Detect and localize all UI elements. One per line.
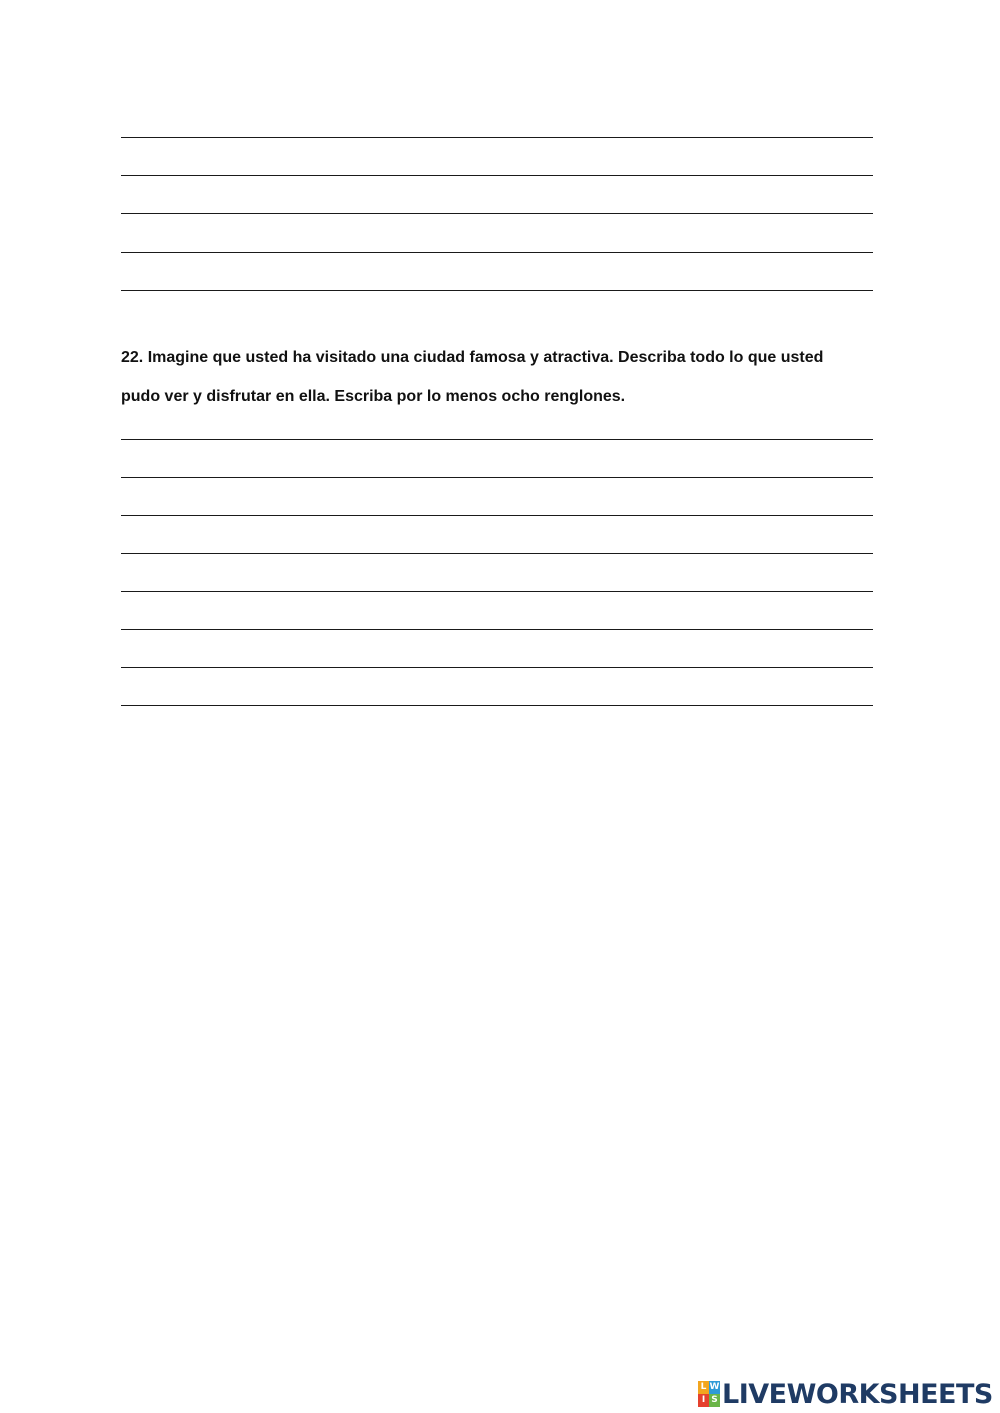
liveworksheets-logo — [698, 1378, 993, 1410]
answer-line[interactable] — [121, 290, 873, 291]
mark-letter: I — [698, 1394, 709, 1407]
liveworksheets-mark-icon — [698, 1381, 720, 1407]
answer-line[interactable] — [121, 439, 873, 440]
answer-line[interactable] — [121, 213, 873, 214]
brand-name: LIVEWORKSHEETS — [722, 1378, 993, 1410]
question-text-line-1: 22. Imagine que usted ha visitado una ciudad famosa y atractiva. Describa todo lo que usted — [121, 349, 824, 366]
question-text-line-2: pudo ver y disfrutar en ella. Escriba por lo menos ocho renglones. — [121, 388, 626, 405]
answer-line[interactable] — [121, 629, 873, 630]
answer-line[interactable] — [121, 705, 873, 706]
mark-letter: L — [698, 1381, 709, 1394]
answer-line[interactable] — [121, 175, 873, 176]
answer-line[interactable] — [121, 252, 873, 253]
answer-line[interactable] — [121, 667, 873, 668]
answer-line[interactable] — [121, 553, 873, 554]
question-22 — [121, 338, 881, 416]
mark-letter: W — [709, 1382, 720, 1392]
answer-line[interactable] — [121, 591, 873, 592]
answer-line[interactable] — [121, 137, 873, 138]
mark-letter: S — [709, 1394, 720, 1407]
answer-line[interactable] — [121, 515, 873, 516]
answer-line[interactable] — [121, 477, 873, 478]
